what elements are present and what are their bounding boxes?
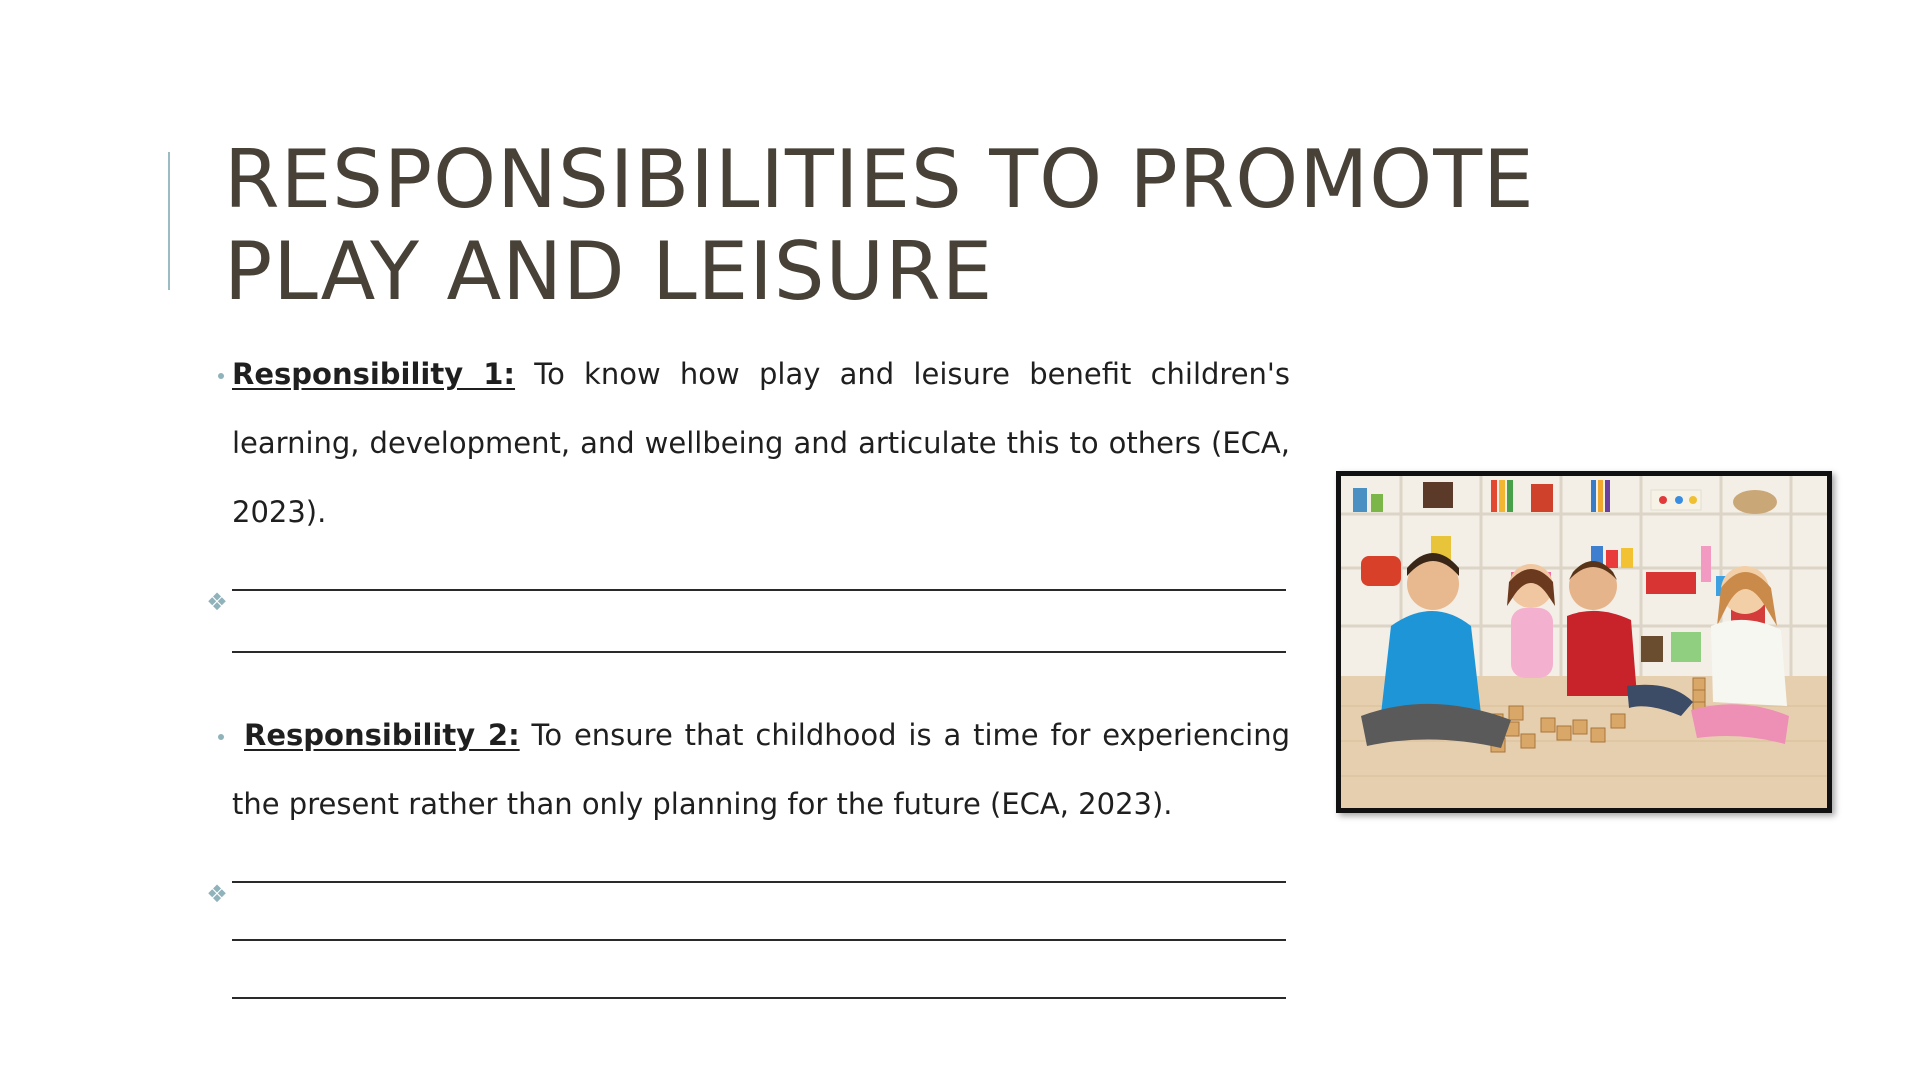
- responsibility-2-answer-lines: [204, 881, 1290, 999]
- answer-line: [232, 939, 1286, 941]
- title-accent-rule: [168, 152, 170, 290]
- dot-bullet-icon: [218, 373, 224, 379]
- responsibility-1-label: Responsibility 1:: [232, 357, 516, 391]
- answer-line: [232, 589, 1286, 591]
- spacer: [204, 653, 1290, 701]
- answer-line: [232, 881, 1286, 883]
- slide-title-line-2: PLAY AND LEISURE: [224, 225, 994, 318]
- responsibility-1-answer-lines: [204, 589, 1290, 653]
- responsibility-1-paragraph: [204, 340, 1290, 547]
- photo-illustration: [1341, 476, 1827, 808]
- responsibility-2-text: To ensure that childhood is a time for experiencing the present rather than only planning for the future (ECA, 2023).: [232, 718, 1290, 821]
- diamond-bullet-icon: ❖: [206, 588, 228, 616]
- slide-title: [224, 134, 1724, 318]
- slide-content: [204, 340, 1290, 999]
- children-playing-with-blocks-photo: [1336, 471, 1832, 813]
- responsibility-1-text: To know how play and leisure benefit children's learning, development, and wellbeing and articulate this to others (ECA, 2023).: [232, 357, 1291, 529]
- dot-bullet-icon: [218, 734, 224, 740]
- responsibility-2-label: Responsibility 2:: [244, 718, 520, 752]
- slide-title-line-1: RESPONSIBILITIES TO PROMOTE: [224, 133, 1535, 226]
- responsibility-2-paragraph: [204, 701, 1290, 839]
- answer-line: [232, 997, 1286, 999]
- diamond-bullet-icon: ❖: [206, 880, 228, 908]
- answer-line: [232, 651, 1286, 653]
